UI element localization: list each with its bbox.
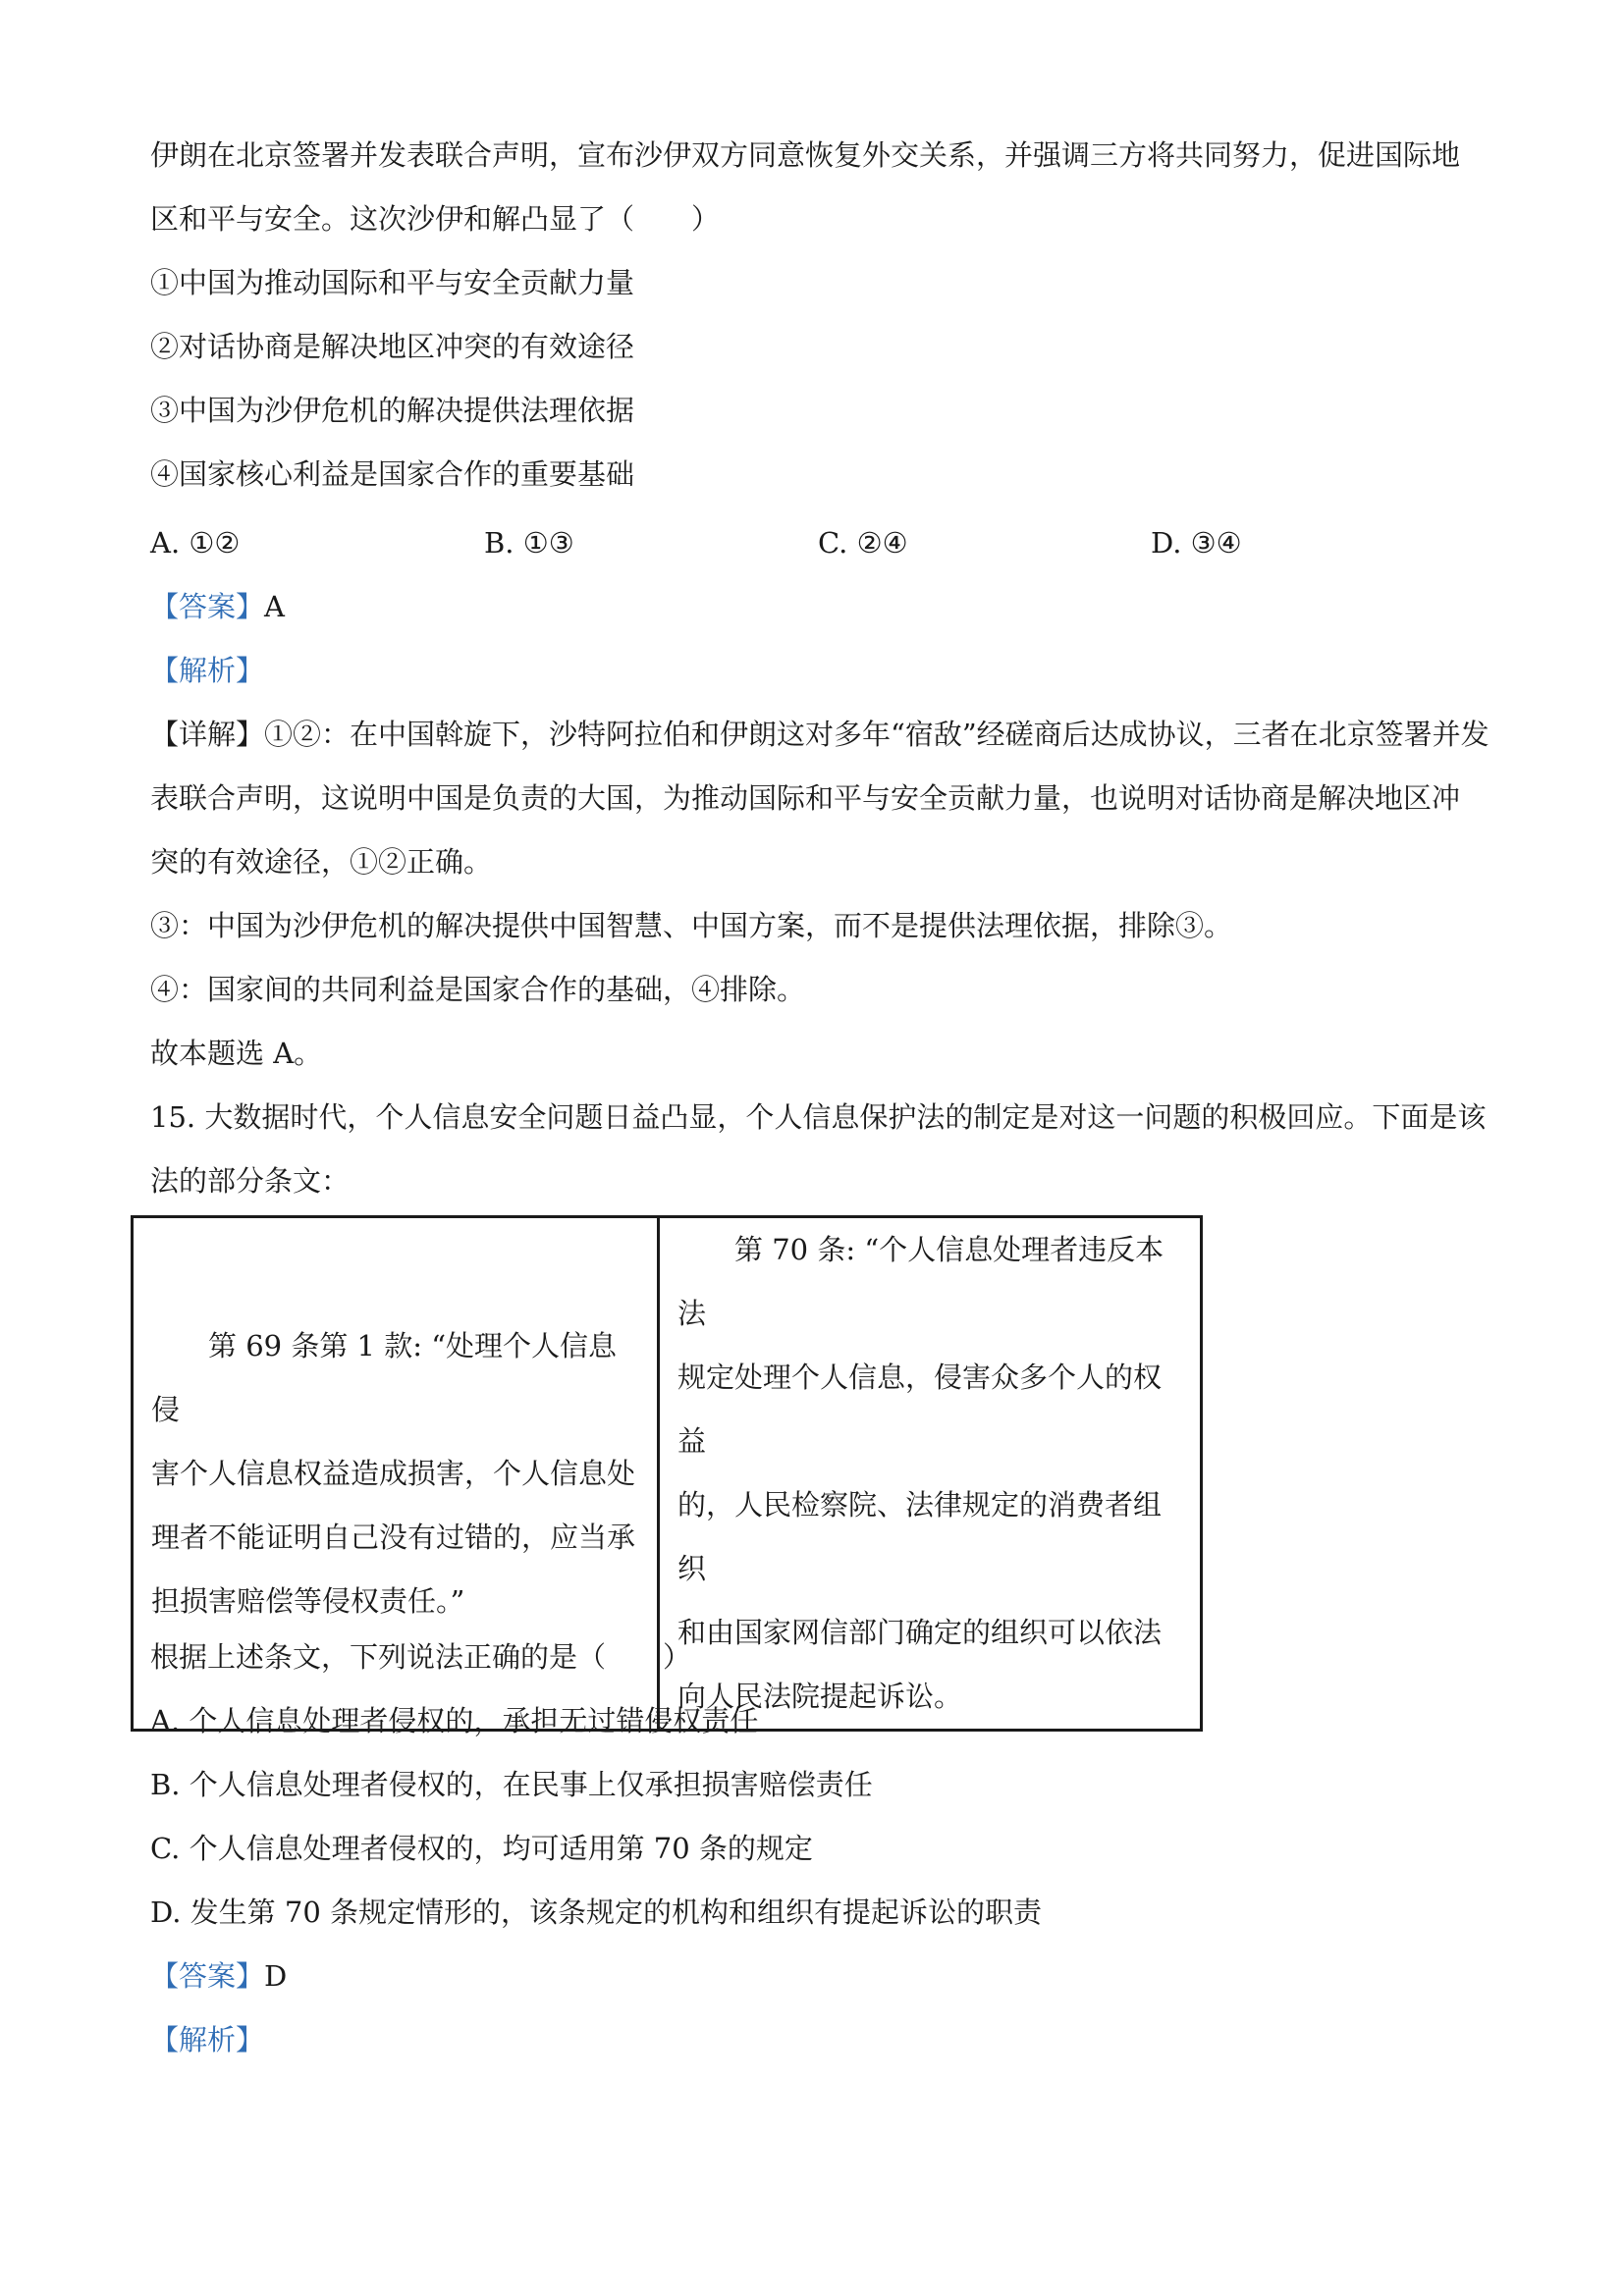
answer-value: D	[264, 1959, 288, 1993]
article-69-line: 担损害赔偿等侵权责任。”	[151, 1583, 465, 1618]
q14-option-b: B. ①③	[484, 526, 574, 560]
q14-option-c: C. ②④	[818, 526, 908, 560]
q14-detail-line-4: ③：中国为沙伊危机的解决提供中国智慧、中国方案，而不是提供法理依据，排除③。	[150, 909, 1233, 942]
q15-option-a: A. 个人信息处理者侵权的，承担无过错侵权责任	[150, 1704, 759, 1737]
q15-option-c: C. 个人信息处理者侵权的，均可适用第 70 条的规定	[150, 1832, 813, 1865]
q14-stem-line-1: 伊朗在北京签署并发表联合声明，宣布沙伊双方同意恢复外交关系，并强调三方将共同努力，促进国际地	[150, 138, 1461, 172]
q14-detail-line-2: 表联合声明，这说明中国是负责的大国，为推动国际和平与安全贡献力量，也说明对话协商是解决地区冲	[150, 781, 1461, 815]
answer-tag: 【答案】	[150, 590, 265, 623]
article-69-line: 第 69 条第 1 款: “处理个人信息侵	[151, 1328, 618, 1426]
q14-item-4: ④国家核心利益是国家合作的重要基础	[150, 457, 635, 491]
q15-stem-line-1: 15. 大数据时代，个人信息安全问题日益凸显，个人信息保护法的制定是对这一问题的积极回应。下面是该	[150, 1100, 1487, 1134]
q14-conclusion: 故本题选 A。	[150, 1037, 323, 1070]
q14-answer	[150, 587, 285, 626]
q14-detail-line-5: ④：国家间的共同利益是国家合作的基础，④排除。	[150, 973, 806, 1006]
q15-option-b: B. 个人信息处理者侵权的，在民事上仅承担损害赔偿责任	[150, 1768, 873, 1801]
article-70-line: 第 70 条: “个人信息处理者违反本法	[677, 1233, 1164, 1330]
article-70-line: 和由国家网信部门确定的组织可以依法	[677, 1616, 1163, 1649]
q14-detail-line-3: 突的有效途径，①②正确。	[150, 845, 493, 879]
q15-option-d: D. 发生第 70 条规定情形的，该条规定的机构和组织有提起诉讼的职责	[150, 1896, 1042, 1929]
article-69-line: 害个人信息权益造成损害，个人信息处	[151, 1456, 636, 1490]
detail-tag: 【详解】	[150, 718, 265, 751]
answer-value: A	[264, 590, 285, 623]
article-70-cell	[659, 1217, 1202, 1731]
q14-detail-line-1	[150, 715, 1489, 754]
q14-option-a: A. ①②	[150, 526, 241, 560]
article-69-line: 理者不能证明自己没有过错的，应当承	[151, 1520, 636, 1554]
answer-tag: 【答案】	[150, 1959, 265, 1993]
article-70-line: 的，人民检察院、法律规定的消费者组织	[677, 1488, 1163, 1585]
q15-stem-line-2: 法的部分条文：	[150, 1164, 351, 1198]
q14-option-d: D. ③④	[1151, 526, 1242, 560]
q15-answer	[150, 1956, 287, 1996]
detail-text: ①②：在中国斡旋下，沙特阿拉伯和伊朗这对多年“宿敌”经磋商后达成协议，三者在北京签署并发	[264, 718, 1489, 751]
q14-stem-line-2: 区和平与安全。这次沙伊和解凸显了（ ）	[150, 202, 721, 236]
q14-item-3: ③中国为沙伊危机的解决提供法理依据	[150, 394, 635, 427]
article-70-line: 向人民法院提起诉讼。	[677, 1680, 963, 1713]
q14-analysis-tag: 【解析】	[150, 654, 265, 687]
article-70-line: 规定处理个人信息，侵害众多个人的权益	[677, 1361, 1163, 1458]
q15-analysis-tag: 【解析】	[150, 2023, 265, 2056]
q14-item-2: ②对话协商是解决地区冲突的有效途径	[150, 330, 635, 363]
q15-prompt: 根据上述条文，下列说法正确的是（ ）	[150, 1640, 692, 1674]
q14-item-1: ①中国为推动国际和平与安全贡献力量	[150, 266, 635, 299]
